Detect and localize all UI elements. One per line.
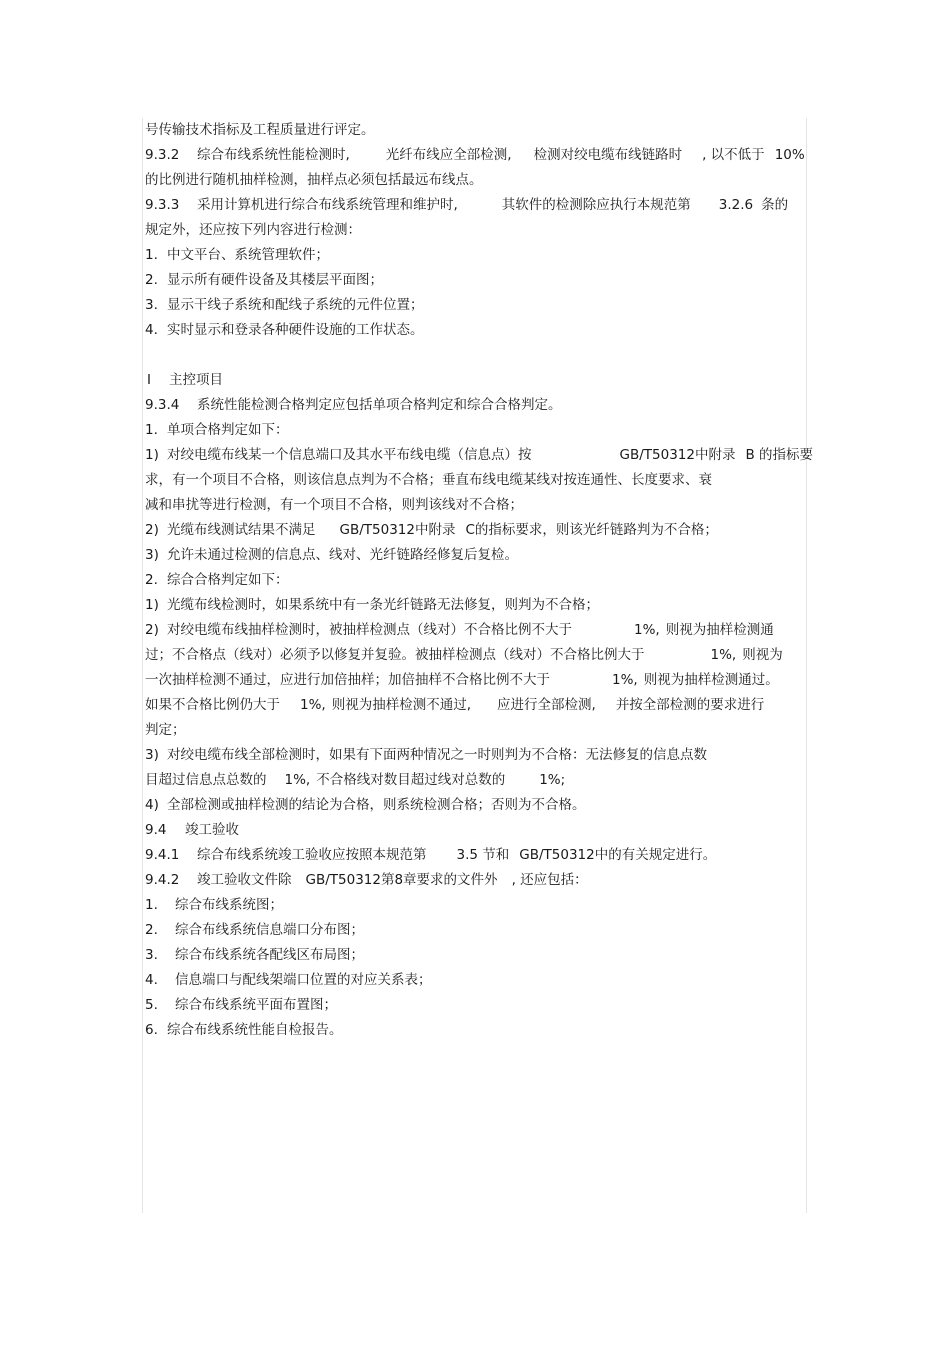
list-number: 1. xyxy=(145,247,158,263)
clause-number: 9.3.2 xyxy=(145,147,180,163)
text: GB/T50312中附录 xyxy=(619,447,736,463)
text: 综合布线系统性能自检报告。 xyxy=(167,1022,343,1038)
text: GB/T50312中附录 xyxy=(339,522,456,538)
text: 3.2.6 xyxy=(718,197,754,213)
text: 光缆布线检测时，如果系统中有一条光纤链路无法修复，则判为不合格； xyxy=(167,597,599,613)
text: 如果不合格比例仍大于 xyxy=(145,697,280,713)
list-number: 3. xyxy=(145,297,158,313)
text: 综合布线系统性能检测时, xyxy=(197,147,350,163)
text: 则视为抽样检测通过。 xyxy=(643,672,779,688)
paragraph-line xyxy=(145,118,810,143)
text: 3.5 节和 xyxy=(456,847,510,863)
clause-number: 9.4.1 xyxy=(145,847,180,863)
text: 对绞电缆布线抽样检测时，被抽样检测点（线对）不合格比例不大于 xyxy=(167,622,572,638)
text: 综合布线系统信息端口分布图； xyxy=(175,922,364,938)
clause-9-3-4 xyxy=(145,393,810,418)
text: 并按全部检测的要求进行 xyxy=(615,697,765,713)
list-number: 2. xyxy=(145,922,158,938)
text: 1%, xyxy=(284,772,311,788)
text: 光纤布线应全部检测, xyxy=(385,147,512,163)
left-margin-line xyxy=(142,118,143,1213)
text: 则视为 xyxy=(742,647,783,663)
text: 1%; xyxy=(539,772,566,788)
item-number: 3) xyxy=(145,547,159,563)
text: 采用计算机进行综合布线系统管理和维护时, xyxy=(197,197,458,213)
item-number: 1) xyxy=(145,597,159,613)
text: 信息端口与配线架端口位置的对应关系表； xyxy=(175,972,432,988)
text: , 还应包括： xyxy=(511,872,588,888)
text: 全部检测或抽样检测的结论为合格，则系统检测合格；否则为不合格。 xyxy=(167,797,586,813)
list-item xyxy=(145,543,810,568)
text: 单项合格判定如下： xyxy=(167,422,289,438)
text: GB/T50312中的有关规定进行。 xyxy=(519,847,717,863)
clause-9-3-3 xyxy=(145,193,810,218)
text: 光缆布线测试结果不满足 xyxy=(167,522,316,538)
list-item xyxy=(145,943,810,968)
text: 判定； xyxy=(145,722,186,738)
text: B 的指标要 xyxy=(745,447,814,463)
text: 显示所有硬件设备及其楼层平面图； xyxy=(167,272,383,288)
list-item xyxy=(145,993,810,1018)
clause-9-3-2 xyxy=(145,143,810,168)
text: 1%, xyxy=(612,672,638,688)
list-number: 3. xyxy=(145,947,158,963)
item-number: 2) xyxy=(145,522,159,538)
paragraph-line xyxy=(145,493,810,518)
list-item xyxy=(145,893,810,918)
paragraph-line xyxy=(145,668,810,693)
list-number: 2. xyxy=(145,272,158,288)
text: 检测对绞电缆布线链路时 xyxy=(533,147,683,163)
list-item xyxy=(145,318,810,343)
text: 对绞电缆布线全部检测时，如果有下面两种情况之一时则判为不合格：无法修复的信息点数 xyxy=(167,747,707,763)
section-number: 9.4 xyxy=(145,822,167,838)
paragraph-line xyxy=(145,768,810,793)
text: 1%, xyxy=(634,622,660,638)
list-item xyxy=(145,518,810,543)
text: 10% xyxy=(774,147,805,163)
list-number: 4. xyxy=(145,972,158,988)
text: 条的 xyxy=(761,197,789,213)
list-item xyxy=(145,293,810,318)
text: 实时显示和登录各种硬件设施的工作状态。 xyxy=(167,322,424,338)
text: 对绞电缆布线某一个信息端口及其水平布线电缆（信息点）按 xyxy=(167,447,532,463)
list-item xyxy=(145,793,810,818)
text: 不合格线对数目超过线对总数的 xyxy=(316,772,506,788)
clause-number: 9.4.2 xyxy=(145,872,180,888)
list-item xyxy=(145,418,810,443)
text: 综合布线系统平面布置图； xyxy=(175,997,337,1013)
text: 显示干线子系统和配线子系统的元件位置； xyxy=(167,297,424,313)
text: 1%, xyxy=(710,647,737,663)
clause-number: 9.3.3 xyxy=(145,197,180,213)
list-item xyxy=(145,743,810,768)
text: C的指标要求，则该光纤链路判为不合格； xyxy=(465,522,718,538)
text: 1%, xyxy=(300,697,326,713)
roman-numeral: Ⅰ xyxy=(147,372,151,388)
text: 号传输技术指标及工程质量进行评定。 xyxy=(145,122,375,138)
text: 一次抽样检测不通过，应进行加倍抽样；加倍抽样不合格比例不大于 xyxy=(145,672,550,688)
list-item xyxy=(145,918,810,943)
text: 则视为抽样检测不通过, xyxy=(331,697,472,713)
list-number: 1. xyxy=(145,897,158,913)
heading-text: 竣工验收 xyxy=(185,822,239,838)
list-item xyxy=(145,618,810,643)
text: 综合布线系统图； xyxy=(175,897,283,913)
document-body xyxy=(145,118,814,1043)
section-heading-9-4 xyxy=(145,818,810,843)
list-item xyxy=(145,593,810,618)
text: 其软件的检测除应执行本规范第 xyxy=(501,197,691,213)
text: 则视为抽样检测通 xyxy=(665,622,774,638)
list-item xyxy=(145,268,810,293)
list-number: 6. xyxy=(145,1022,158,1038)
text: 系统性能检测合格判定应包括单项合格判定和综合合格判定。 xyxy=(197,397,562,413)
text: 允许未通过检测的信息点、线对、光纤链路经修复后复检。 xyxy=(167,547,518,563)
item-number: 4) xyxy=(145,797,159,813)
text: 的比例进行随机抽样检测，抽样点必须包括最远布线点。 xyxy=(145,172,483,188)
list-item xyxy=(145,568,810,593)
paragraph-line xyxy=(145,168,810,193)
text: , 以不低于 xyxy=(702,147,765,163)
item-number: 1) xyxy=(145,447,159,463)
list-item xyxy=(145,243,810,268)
list-number: 1. xyxy=(145,422,158,438)
section-heading xyxy=(145,368,810,393)
text: 综合布线系统各配线区布局图； xyxy=(175,947,364,963)
text: 综合合格判定如下： xyxy=(167,572,289,588)
text: 目超过信息点总数的 xyxy=(145,772,267,788)
text: 竣工验收文件除 xyxy=(197,872,292,888)
heading-text: 主控项目 xyxy=(169,372,223,388)
text: 过；不合格点（线对）必须予以修复并复验。被抽样检测点（线对）不合格比例大于 xyxy=(145,647,645,663)
item-number: 3) xyxy=(145,747,159,763)
paragraph-line xyxy=(145,468,810,493)
paragraph-line xyxy=(145,643,810,668)
list-item xyxy=(145,1018,810,1043)
clause-9-4-1 xyxy=(145,843,810,868)
list-number: 2. xyxy=(145,572,158,588)
text: 规定外，还应按下列内容进行检测： xyxy=(145,222,361,238)
list-item xyxy=(145,443,814,468)
list-number: 4. xyxy=(145,322,158,338)
paragraph-line xyxy=(145,693,810,718)
item-number: 2) xyxy=(145,622,159,638)
text: 应进行全部检测, xyxy=(497,697,596,713)
paragraph-line xyxy=(145,218,810,243)
text: 中文平台、系统管理软件； xyxy=(167,247,329,263)
clause-number: 9.3.4 xyxy=(145,397,180,413)
clause-9-4-2 xyxy=(145,868,810,893)
list-number: 5. xyxy=(145,997,158,1013)
paragraph-line xyxy=(145,718,810,743)
list-item xyxy=(145,968,810,993)
text: GB/T50312第8章要求的文件外 xyxy=(305,872,498,888)
text: 减和串扰等进行检测，有一个项目不合格，则判该线对不合格； xyxy=(145,497,523,513)
text: 综合布线系统竣工验收应按照本规范第 xyxy=(197,847,427,863)
text: 求，有一个项目不合格，则该信息点判为不合格；垂直布线电缆某线对按连通性、长度要求、衰 xyxy=(145,472,712,488)
